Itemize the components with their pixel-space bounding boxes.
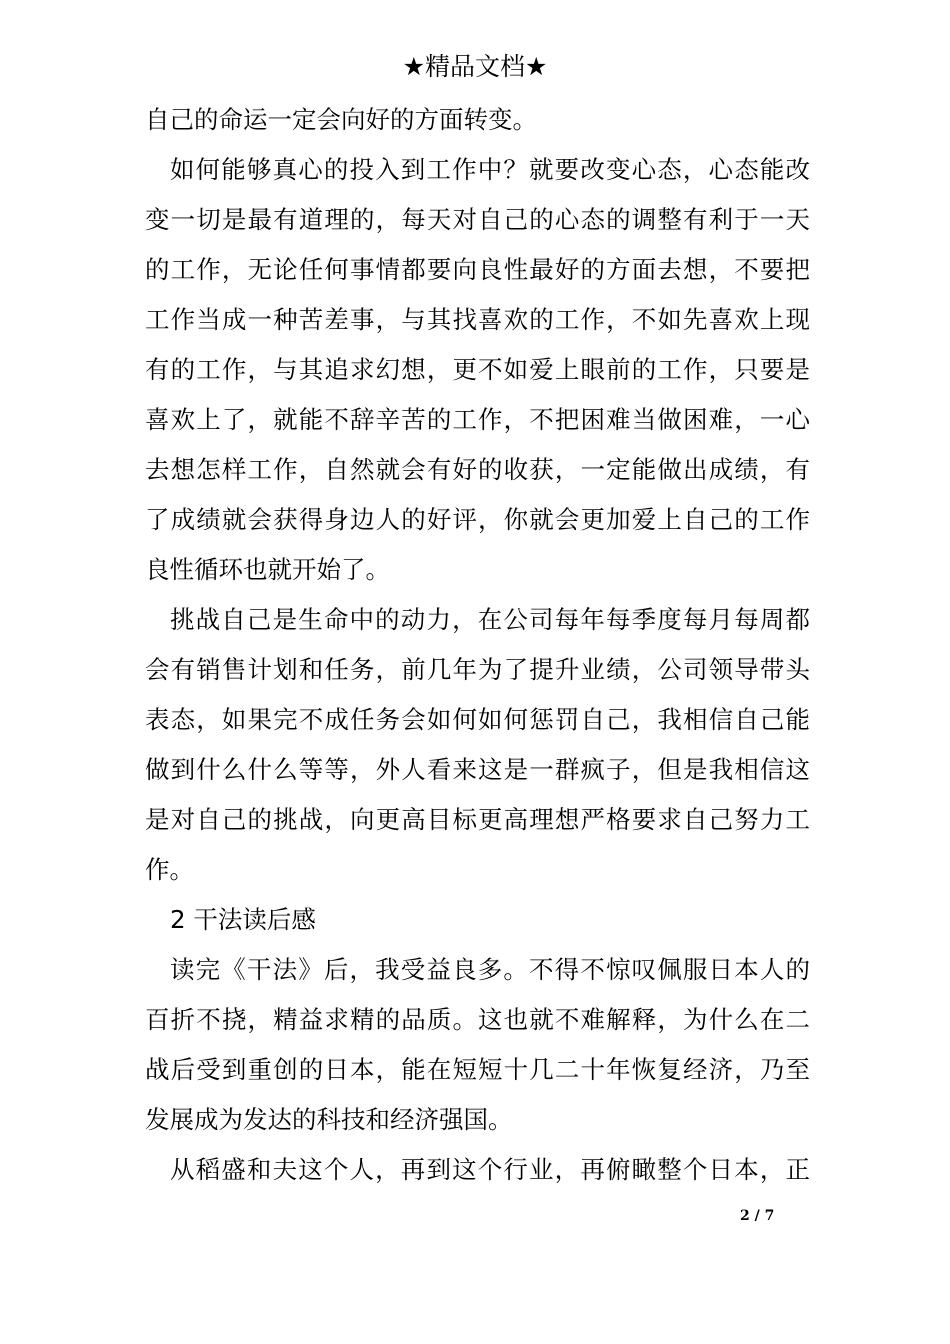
text-line: 从稻盛和夫这个人，再到这个行业，再俯瞰整个日本，正 <box>170 1155 810 1184</box>
document-header: ★精品文档★ <box>402 52 548 81</box>
text-line: 有的工作，与其追求幻想，更不如爱上眼前的工作，只要是 <box>145 355 810 384</box>
text-line: 挑战自己是生命中的动力，在公司每年每季度每月每周都 <box>170 605 810 634</box>
text-line: 读完《干法》后，我受益良多。不得不惊叹佩服日本人的 <box>170 955 810 984</box>
text-line: 表态，如果完不成任务会如何如何惩罚自己，我相信自己能 <box>145 705 810 734</box>
page-number: 2 / 7 <box>740 1208 775 1224</box>
text-line: 良性循环也就开始了。 <box>145 555 390 584</box>
text-line: 喜欢上了，就能不辞辛苦的工作，不把困难当做困难，一心 <box>145 405 810 434</box>
text-line: 如何能够真心的投入到工作中？就要改变心态，心态能改 <box>170 155 810 184</box>
text-line: 工作当成一种苦差事，与其找喜欢的工作，不如先喜欢上现 <box>145 305 810 334</box>
text-line: 发展成为发达的科技和经济强国。 <box>145 1105 513 1134</box>
text-line: 作。 <box>145 855 194 884</box>
section-heading: 2 干法读后感 <box>170 905 316 934</box>
text-line: 变一切是最有道理的，每天对自己的心态的调整有利于一天 <box>145 205 810 234</box>
text-line: 的工作，无论任何事情都要向良性最好的方面去想，不要把 <box>145 255 810 284</box>
text-line: 会有销售计划和任务，前几年为了提升业绩，公司领导带头 <box>145 655 810 684</box>
document-body <box>145 95 810 1195</box>
text-line: 战后受到重创的日本，能在短短十几二十年恢复经济，乃至 <box>145 1055 810 1084</box>
text-line: 了成绩就会获得身边人的好评，你就会更加爱上自己的工作 <box>145 505 810 534</box>
text-line: 自己的命运一定会向好的方面转变。 <box>145 105 537 134</box>
text-line: 做到什么什么等等，外人看来这是一群疯子，但是我相信这 <box>145 755 810 784</box>
text-line: 去想怎样工作，自然就会有好的收获，一定能做出成绩，有 <box>145 455 810 484</box>
text-line: 百折不挠，精益求精的品质。这也就不难解释，为什么在二 <box>145 1005 810 1034</box>
text-line: 是对自己的挑战，向更高目标更高理想严格要求自己努力工 <box>145 805 810 834</box>
